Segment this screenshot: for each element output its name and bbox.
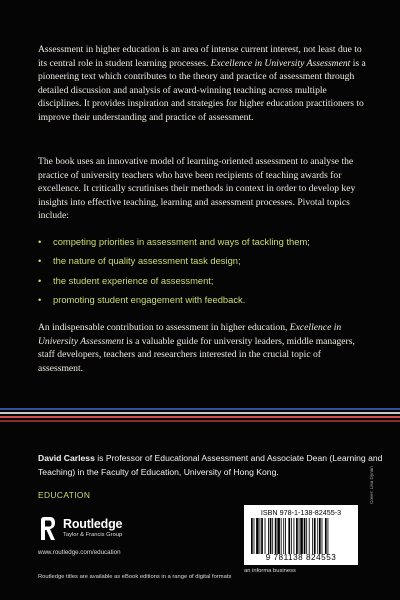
- stripe-red: [0, 416, 400, 418]
- cover-credit: Cover: Lisa Dynan: [369, 466, 374, 504]
- author-name: David Carless: [38, 453, 95, 463]
- decorative-stripes: [0, 408, 400, 424]
- barcode-bar: [300, 518, 303, 554]
- bullet-icon: •: [38, 274, 42, 286]
- ebook-note: Routledge titles are available as eBook editions in a range of digital formats: [38, 574, 232, 580]
- blurb-paragraph-2: [38, 155, 368, 223]
- book-title: Excellence in University Assessment: [38, 322, 342, 347]
- stripe-grey: [0, 412, 400, 414]
- book-title: Excellence in University Assessment: [210, 57, 351, 69]
- publisher-group: Taylor & Francis Group: [63, 532, 123, 538]
- bullet-icon: •: [38, 236, 42, 247]
- barcode-bar: [325, 518, 327, 554]
- topic-item: • promoting student engagement with feedback.: [38, 293, 246, 305]
- barcode-bar: [265, 518, 266, 554]
- bullet-icon: •: [38, 293, 42, 305]
- informa-business-label: an informa business: [244, 568, 296, 574]
- barcode-bar: [299, 518, 300, 554]
- barcode-bar: [254, 518, 255, 554]
- author-bio: David Carless is Professor of Educational Assessment and Associate Dean (Learning and Teaching) in the Faculty of Education, University of Hong Kong.: [38, 453, 383, 478]
- barcode-bar: [285, 518, 286, 554]
- barcode-bar: [272, 518, 273, 554]
- isbn-digits: 9 781138 824553: [265, 553, 337, 562]
- category-label: EDUCATION: [38, 490, 91, 500]
- isbn-label: ISBN 978-1-138-82455-3: [260, 508, 342, 517]
- barcode-bar: [306, 518, 307, 554]
- barcode-bar: [319, 518, 321, 554]
- topic-item: • competing priorities in assessment and ways of tackling them;: [38, 236, 310, 247]
- barcode-bar: [294, 518, 295, 554]
- bullet-icon: •: [38, 255, 42, 267]
- stripe-dark-red: [0, 420, 400, 422]
- barcode-bar: [261, 518, 263, 554]
- topic-item: • the nature of quality assessment task design;: [38, 255, 241, 267]
- barcode-bar: [288, 518, 290, 554]
- barcode-bar: [260, 518, 261, 554]
- barcode-bar: [256, 518, 259, 554]
- barcode-bar: [251, 518, 253, 554]
- barcode-bar: [328, 518, 329, 554]
- routledge-emblem-icon: [38, 516, 58, 542]
- isbn-barcode-box: [244, 505, 358, 565]
- publisher-website: www.routledge.com/education: [38, 549, 121, 556]
- barcode-bar: [296, 518, 298, 554]
- blurb-p2-text: The book uses an innovative model of learning-oriented assessment to analyse the practice of university teachers who have been recipients of teaching awards for excellence. It critically scrutinises their methods in context in order to develop key insights into effective teaching, learning and assessment processes. Pivotal topics include:: [38, 156, 356, 221]
- barcode-bar: [277, 518, 280, 554]
- barcode-bar: [283, 518, 284, 554]
- barcode-bar: [281, 518, 282, 554]
- topics-list: [38, 236, 368, 313]
- stripe-blue: [0, 408, 400, 410]
- barcode-bar: [268, 518, 269, 554]
- blurb-paragraph-1: [38, 43, 368, 124]
- barcode-bar: [304, 518, 306, 554]
- barcode-bar: [312, 518, 313, 554]
- barcode-bar: [275, 518, 277, 554]
- barcode-bar: [270, 518, 272, 554]
- blurb-paragraph-3: An indispensable contribution to assessment in higher education, Excellence in University Assessment is a valuable guide for university leaders, middle managers, staff developers, teachers and researchers interested in the crucial topic of assessment.: [38, 322, 355, 374]
- barcode-bar: [309, 518, 310, 554]
- blurb-p1-text: Assessment in higher education is an area of intense current interest, not least due to its central role in student learning processes. Excellence in University Assessment is a pioneering text which contributes to the theory and practice of assessment through detailed discussion and analysis of award-winning teaching across multiple disciplines. It provides inspiration and strategies for higher education practitioners to improve their understanding and practice of assessment.: [38, 44, 366, 123]
- barcode-bar: [317, 518, 318, 554]
- barcode-bar: [314, 518, 316, 554]
- publisher-logo: [38, 516, 168, 542]
- barcode-icon: [250, 518, 352, 554]
- barcode-bar: [291, 518, 292, 554]
- barcode-bar: [322, 518, 323, 554]
- publisher-name: Routledge: [63, 517, 123, 531]
- topic-item: • the student experience of assessment;: [38, 274, 214, 286]
